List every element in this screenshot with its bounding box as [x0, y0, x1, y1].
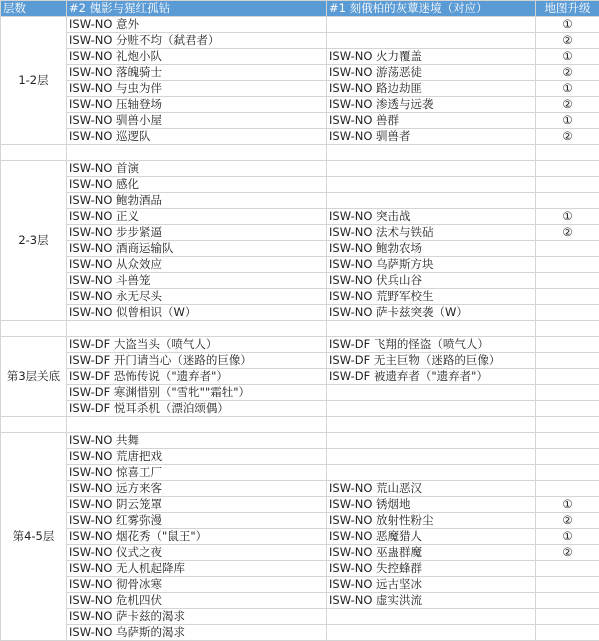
phantom-stage: ISW-NO 荒唐把戏 [67, 449, 327, 465]
mizuki-stage: ISW-NO 路边劫匪 [327, 81, 536, 97]
table-row [1, 561, 599, 577]
map-upgrade [536, 433, 599, 449]
table-row [1, 465, 599, 481]
header-mizuki: #1 刻俄柏的灰蕈迷境（对应） [327, 1, 536, 17]
header-phantom: #2 傀影与猩红孤钻 [67, 1, 327, 17]
empty-cell [327, 321, 536, 337]
phantom-stage: ISW-NO 远方来客 [67, 481, 327, 497]
header-layer: 层数 [1, 1, 67, 17]
mizuki-stage: ISW-DF 被遗弃者（"遗弃者"） [327, 369, 536, 385]
mizuki-stage: ISW-NO 乌萨斯方块 [327, 257, 536, 273]
table-row [1, 337, 599, 353]
map-upgrade: ① [536, 81, 599, 97]
map-upgrade [536, 161, 599, 177]
map-upgrade [536, 369, 599, 385]
table-row [1, 593, 599, 609]
mizuki-stage: ISW-NO 巫蛊群魔 [327, 545, 536, 561]
layer-label: 2-3层 [1, 161, 67, 321]
empty-cell [1, 321, 67, 337]
layer-label: 第3层关底 [1, 337, 67, 417]
table-row [1, 513, 599, 529]
table-row [1, 241, 599, 257]
phantom-stage: ISW-NO 阴云笼罩 [67, 497, 327, 513]
mizuki-stage [327, 433, 536, 449]
phantom-stage: ISW-NO 礼炮小队 [67, 49, 327, 65]
phantom-stage: ISW-DF 悦耳杀机（漂泊颂偶） [67, 401, 327, 417]
mizuki-stage: ISW-DF 飞翔的怪盗（喷气人） [327, 337, 536, 353]
table-body [1, 17, 599, 641]
table-row [1, 129, 599, 145]
map-upgrade: ② [536, 65, 599, 81]
mizuki-stage: ISW-NO 放射性粉尘 [327, 513, 536, 529]
phantom-stage: ISW-NO 萨卡兹的渴求 [67, 609, 327, 625]
phantom-stage: ISW-NO 步步紧逼 [67, 225, 327, 241]
table-row [1, 609, 599, 625]
map-upgrade [536, 465, 599, 481]
table-row [1, 433, 599, 449]
mizuki-stage [327, 465, 536, 481]
table-row [1, 161, 599, 177]
table-row [1, 385, 599, 401]
mizuki-stage: ISW-NO 锈烟地 [327, 497, 536, 513]
map-upgrade: ① [536, 497, 599, 513]
table-row [1, 353, 599, 369]
table-row [1, 81, 599, 97]
phantom-stage: ISW-NO 驯兽小屋 [67, 113, 327, 129]
phantom-stage: ISW-NO 永无尽头 [67, 289, 327, 305]
empty-cell [67, 321, 327, 337]
mizuki-stage [327, 17, 536, 33]
table-row [1, 209, 599, 225]
table-row [1, 529, 599, 545]
empty-cell [536, 417, 599, 433]
phantom-stage: ISW-NO 危机四伏 [67, 593, 327, 609]
mizuki-stage: ISW-NO 虚实洪流 [327, 593, 536, 609]
table-row [1, 481, 599, 497]
mizuki-stage: ISW-NO 兽群 [327, 113, 536, 129]
empty-cell [67, 145, 327, 161]
empty-cell [327, 417, 536, 433]
map-upgrade [536, 289, 599, 305]
table-row [1, 577, 599, 593]
table-row [1, 33, 599, 49]
map-upgrade [536, 273, 599, 289]
mizuki-stage [327, 449, 536, 465]
empty-cell [1, 417, 67, 433]
mizuki-stage: ISW-NO 法术与铁砧 [327, 225, 536, 241]
mizuki-stage: ISW-NO 鲍勃农场 [327, 241, 536, 257]
table-row [1, 193, 599, 209]
table-row [1, 545, 599, 561]
table-row [1, 97, 599, 113]
phantom-stage: ISW-NO 共舞 [67, 433, 327, 449]
table-row [1, 17, 599, 33]
mizuki-stage [327, 401, 536, 417]
map-upgrade: ② [536, 513, 599, 529]
map-upgrade [536, 353, 599, 369]
phantom-stage: ISW-NO 首演 [67, 161, 327, 177]
map-upgrade [536, 401, 599, 417]
map-upgrade [536, 481, 599, 497]
phantom-stage: ISW-NO 意外 [67, 17, 327, 33]
map-upgrade: ② [536, 545, 599, 561]
map-upgrade [536, 193, 599, 209]
map-upgrade [536, 241, 599, 257]
phantom-stage: ISW-NO 正义 [67, 209, 327, 225]
mizuki-stage [327, 33, 536, 49]
table-row [1, 273, 599, 289]
phantom-stage: ISW-NO 从众效应 [67, 257, 327, 273]
table-row [1, 65, 599, 81]
mizuki-stage: ISW-NO 驯兽者 [327, 129, 536, 145]
phantom-stage: ISW-NO 落魄骑士 [67, 65, 327, 81]
layer-label: 1-2层 [1, 17, 67, 145]
phantom-stage: ISW-DF 恐怖传说（"遗弃者"） [67, 369, 327, 385]
phantom-stage: ISW-NO 仪式之夜 [67, 545, 327, 561]
map-upgrade [536, 561, 599, 577]
table-row [1, 225, 599, 241]
mizuki-stage [327, 193, 536, 209]
map-upgrade [536, 577, 599, 593]
mizuki-stage: ISW-NO 游荡恶徒 [327, 65, 536, 81]
phantom-stage: ISW-NO 惊喜工厂 [67, 465, 327, 481]
mizuki-stage: ISW-NO 失控蜂群 [327, 561, 536, 577]
phantom-stage: ISW-NO 巡逻队 [67, 129, 327, 145]
map-upgrade [536, 257, 599, 273]
map-upgrade: ① [536, 529, 599, 545]
map-upgrade: ① [536, 209, 599, 225]
mizuki-stage [327, 177, 536, 193]
empty-cell [1, 145, 67, 161]
phantom-stage: ISW-NO 红雾弥漫 [67, 513, 327, 529]
map-upgrade: ① [536, 17, 599, 33]
phantom-stage: ISW-NO 分赃不均（弑君者） [67, 33, 327, 49]
map-upgrade [536, 337, 599, 353]
phantom-stage: ISW-NO 彻骨冰寒 [67, 577, 327, 593]
phantom-stage: ISW-NO 鲍勃酒品 [67, 193, 327, 209]
table-row [1, 113, 599, 129]
map-upgrade: ② [536, 97, 599, 113]
table-row [1, 177, 599, 193]
phantom-stage: ISW-NO 压轴登场 [67, 97, 327, 113]
table-row [1, 497, 599, 513]
layer-label: 第4-5层 [1, 433, 67, 641]
phantom-stage: ISW-NO 乌萨斯的渴求 [67, 625, 327, 641]
header-map-upgrade: 地图升级 [536, 1, 599, 17]
phantom-stage: ISW-NO 感化 [67, 177, 327, 193]
map-upgrade: ① [536, 49, 599, 65]
mizuki-stage: ISW-NO 荒山恶汉 [327, 481, 536, 497]
map-upgrade: ① [536, 113, 599, 129]
mizuki-stage: ISW-NO 荒野军校生 [327, 289, 536, 305]
empty-cell [67, 417, 327, 433]
table-row [1, 289, 599, 305]
map-upgrade [536, 385, 599, 401]
phantom-stage: ISW-NO 与虫为伴 [67, 81, 327, 97]
mizuki-stage: ISW-NO 萨卡兹突袭（W） [327, 305, 536, 321]
mizuki-stage [327, 161, 536, 177]
table-row [1, 49, 599, 65]
map-upgrade: ② [536, 225, 599, 241]
mizuki-stage: ISW-NO 突击战 [327, 209, 536, 225]
phantom-stage: ISW-DF 寒渊惜别（"雪牝""霜牡"） [67, 385, 327, 401]
table-row [1, 449, 599, 465]
empty-cell [536, 145, 599, 161]
map-upgrade [536, 449, 599, 465]
map-upgrade: ② [536, 129, 599, 145]
mizuki-stage [327, 385, 536, 401]
table-row [1, 305, 599, 321]
table-row [1, 625, 599, 641]
header-row [1, 1, 599, 17]
mizuki-stage: ISW-DF 无主巨物（迷路的巨像） [327, 353, 536, 369]
phantom-stage: ISW-NO 似曾相识（W） [67, 305, 327, 321]
spacer-row [1, 417, 599, 433]
table-row [1, 369, 599, 385]
mizuki-stage: ISW-NO 火力覆盖 [327, 49, 536, 65]
map-upgrade [536, 593, 599, 609]
phantom-stage: ISW-NO 酒商运输队 [67, 241, 327, 257]
table-row [1, 257, 599, 273]
map-upgrade [536, 625, 599, 641]
phantom-stage: ISW-DF 大盗当头（喷气人） [67, 337, 327, 353]
map-upgrade [536, 609, 599, 625]
spacer-row [1, 145, 599, 161]
map-upgrade: ② [536, 33, 599, 49]
map-upgrade [536, 305, 599, 321]
phantom-stage: ISW-NO 烟花秀（"鼠王"） [67, 529, 327, 545]
mizuki-stage: ISW-NO 伏兵山谷 [327, 273, 536, 289]
phantom-stage: ISW-NO 斗兽笼 [67, 273, 327, 289]
map-upgrade [536, 177, 599, 193]
phantom-stage: ISW-DF 开门请当心（迷路的巨像） [67, 353, 327, 369]
empty-cell [327, 145, 536, 161]
mizuki-stage: ISW-NO 渗透与远袭 [327, 97, 536, 113]
mizuki-stage: ISW-NO 恶魔猎人 [327, 529, 536, 545]
table-row [1, 401, 599, 417]
mizuki-stage: ISW-NO 远古坚冰 [327, 577, 536, 593]
phantom-stage: ISW-NO 无人机起降库 [67, 561, 327, 577]
empty-cell [536, 321, 599, 337]
mizuki-stage [327, 609, 536, 625]
spacer-row [1, 321, 599, 337]
mizuki-stage [327, 625, 536, 641]
